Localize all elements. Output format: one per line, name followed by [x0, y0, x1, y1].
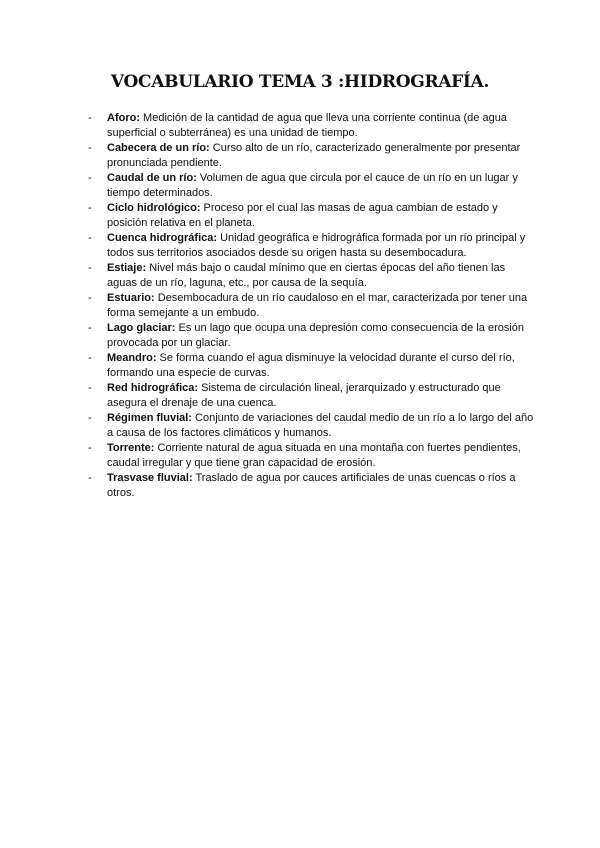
glossary-definition: Corriente natural de agua situada en una montaña con fuertes pendientes, caudal irregular y que tiene gran capacidad de erosión. — [107, 442, 521, 469]
glossary-entry — [88, 171, 534, 201]
glossary-term: Red hidrográfica: — [107, 382, 199, 394]
glossary-entry — [88, 411, 534, 441]
glossary-entry — [88, 201, 534, 231]
glossary-term: Aforo: — [107, 112, 140, 124]
glossary-term: Ciclo hidrológico: — [107, 202, 201, 214]
bullet-dash: - — [88, 232, 92, 244]
glossary-definition: Desembocadura de un río caudaloso en el mar, caracterizada por tener una forma semejante a un embudo. — [107, 292, 528, 319]
bullet-dash: - — [88, 262, 92, 274]
bullet-dash: - — [88, 172, 92, 184]
bullet-dash: - — [88, 202, 92, 214]
bullet-dash: - — [88, 142, 92, 154]
glossary-definition: Se forma cuando el agua disminuye la velocidad durante el curso del río, formando una especie de curvas. — [107, 352, 515, 379]
glossary-entry — [88, 261, 534, 291]
glossary-entry — [88, 291, 534, 321]
page-title: VOCABULARIO TEMA 3 :HIDROGRAFÍA. — [110, 72, 490, 92]
glossary-entry — [88, 441, 534, 471]
glossary-term: Lago glaciar: — [107, 322, 176, 334]
glossary-definition: Nivel más bajo o caudal mínimo que en ciertas épocas del año tienen las aguas de un río, laguna, etc., por causa de la sequía. — [107, 262, 506, 289]
bullet-dash: - — [88, 112, 92, 124]
glossary-entry — [88, 381, 534, 411]
glossary-term: Torrente: — [107, 442, 155, 454]
glossary-term: Cuenca hidrográfica: — [107, 232, 218, 244]
glossary-entry — [88, 111, 534, 141]
glossary-definition: Unidad geográfica e hidrográfica formada por un río principal y todos sus territorios asociados desde su origen hasta su desembocadura. — [107, 232, 526, 259]
glossary-entry — [88, 471, 534, 501]
glossary-term: Cabecera de un río: — [107, 142, 210, 154]
bullet-dash: - — [88, 412, 92, 424]
glossary-term: Estiaje: — [107, 262, 147, 274]
glossary-entry — [88, 141, 534, 171]
bullet-dash: - — [88, 322, 92, 334]
glossary-definition: Curso alto de un río, caracterizado generalmente por presentar pronunciada pendiente. — [107, 142, 521, 169]
glossary-entry — [88, 351, 534, 381]
glossary-entry — [88, 321, 534, 351]
glossary-definition: Medición de la cantidad de agua que lleva una corriente continua (de agua superficial o subterránea) es una unidad de tiempo. — [107, 112, 507, 139]
glossary-definition: Volumen de agua que circula por el cauce de un río en un lugar y tiempo determinados. — [107, 172, 518, 199]
bullet-dash: - — [88, 472, 92, 484]
bullet-dash: - — [88, 442, 92, 454]
glossary-entry — [88, 231, 534, 261]
glossary-term: Régimen fluvial: — [107, 412, 192, 424]
glossary-definition: Es un lago que ocupa una depresión como consecuencia de la erosión provocada por un glaciar. — [107, 322, 525, 349]
glossary-term: Estuario: — [107, 292, 155, 304]
bullet-dash: - — [88, 292, 92, 304]
glossary-definition: Conjunto de variaciones del caudal medio de un río a lo largo del año a causa de los factores climáticos y humanos. — [107, 412, 534, 439]
glossary-list — [88, 111, 534, 501]
bullet-dash: - — [88, 352, 92, 364]
glossary-term: Caudal de un río: — [107, 172, 197, 184]
glossary-term: Trasvase fluvial: — [107, 472, 193, 484]
glossary-definition: Proceso por el cual las masas de agua cambian de estado y posición relativa en el planeta. — [107, 202, 498, 229]
glossary-definition: Sistema de circulación lineal, jerarquizado y estructurado que asegura el drenaje de una cuenca. — [107, 382, 501, 409]
glossary-definition: Traslado de agua por cauces artificiales de unas cuencas o ríos a otros. — [107, 472, 516, 499]
bullet-dash: - — [88, 382, 92, 394]
glossary-term: Meandro: — [107, 352, 157, 364]
